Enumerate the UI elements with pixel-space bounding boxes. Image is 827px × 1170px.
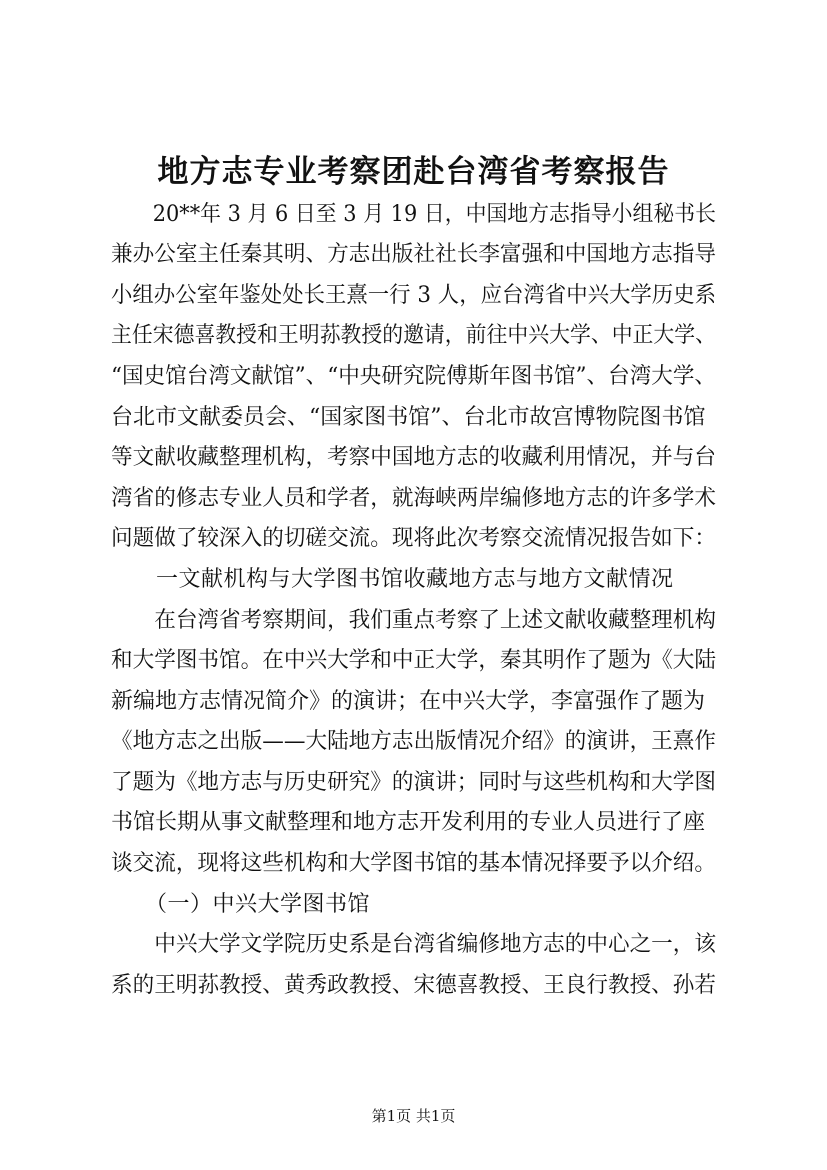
subsection-heading: （一）中兴大学图书馆 <box>111 892 371 917</box>
paragraph-line: 书馆长期从事文献整理和地方志开发利用的专业人员进行了座 <box>111 810 706 835</box>
section-heading: 一文献机构与大学图书馆收藏地方志与地方文献情况 <box>111 567 674 592</box>
paragraph-line: 了题为《地方志与历史研究》的演讲；同时与这些机构和大学图 <box>111 770 717 795</box>
paragraph-line: 等文献收藏整理机构，考察中国地方志的收藏利用情况，并与台 <box>111 445 717 470</box>
document-title: 地方志专业考察团赴台湾省考察报告 <box>157 154 670 190</box>
paragraph-line: 《地方志之出版——大陆地方志出版情况介绍》的演讲，王熹作 <box>111 729 717 754</box>
page-footer: 第1页 共1页 <box>371 1107 456 1125</box>
paragraph-line: 小组办公室年鉴处处长王熹一行 3 人，应台湾省中兴大学历史系 <box>111 283 716 308</box>
paragraph-line: 在台湾省考察期间，我们重点考察了上述文献收藏整理机构 <box>111 608 717 633</box>
paragraph-line: 主任宋德喜教授和王明荪教授的邀请，前往中兴大学、中正大学、 <box>111 323 717 348</box>
paragraph-line: “国史馆台湾文献馆”、“中央研究院傅斯年图书馆”、台湾大学、 <box>111 364 716 389</box>
paragraph-line: 问题做了较深入的切磋交流。现将此次考察交流情况报告如下： <box>111 526 717 551</box>
paragraph-line: 谈交流，现将这些机构和大学图书馆的基本情况择要予以介绍。 <box>111 851 717 876</box>
paragraph-line: 系的王明荪教授、黄秀政教授、宋德喜教授、王良行教授、孙若 <box>111 973 717 998</box>
paragraph-line: 和大学图书馆。在中兴大学和中正大学，秦其明作了题为《大陆 <box>111 648 717 673</box>
paragraph-line: 兼办公室主任秦其明、方志出版社社长李富强和中国地方志指导 <box>111 242 717 267</box>
paragraph-line: 20**年 3 月 6 日至 3 月 19 日，中国地方志指导小组秘书长 <box>111 202 716 227</box>
paragraph-line: 湾省的修志专业人员和学者，就海峡两岸编修地方志的许多学术 <box>111 486 717 511</box>
paragraph-line: 新编地方志情况简介》的演讲；在中兴大学，李富强作了题为 <box>111 689 706 714</box>
paragraph-line: 中兴大学文学院历史系是台湾省编修地方志的中心之一，该 <box>111 932 717 957</box>
paragraph-line: 台北市文献委员会、“国家图书馆”、台北市故宫博物院图书馆 <box>111 405 706 430</box>
